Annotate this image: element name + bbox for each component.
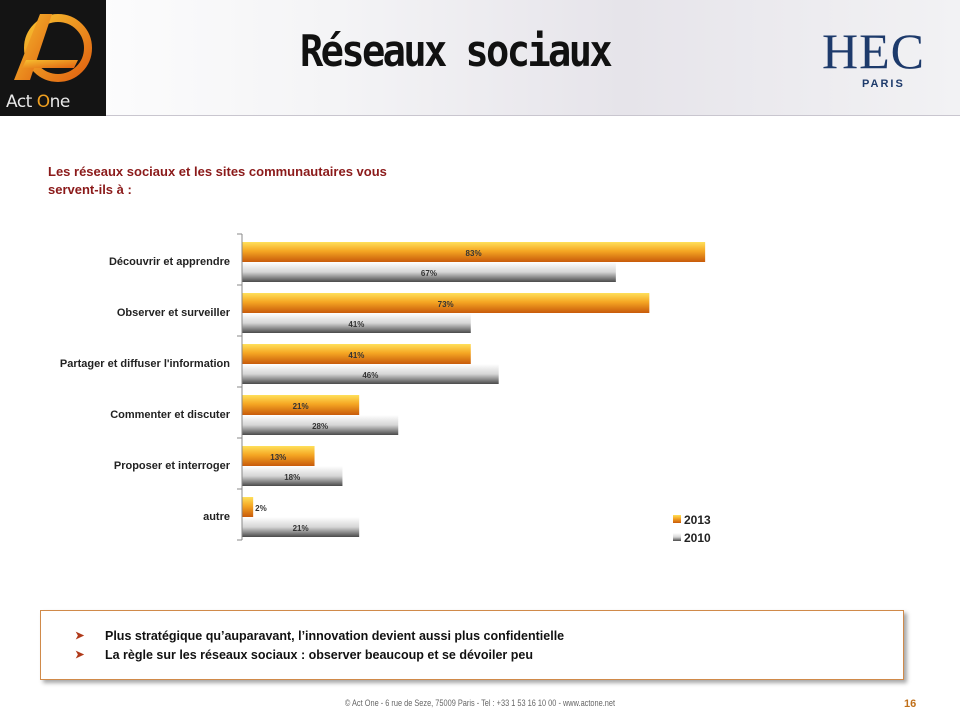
legend-swatch-2010 [673, 533, 681, 541]
value-label: 46% [362, 371, 379, 380]
value-label: 13% [270, 453, 287, 462]
value-label: 28% [312, 422, 329, 431]
key-findings-box [40, 610, 904, 680]
value-label: 2% [255, 504, 267, 513]
category-label: Commenter et discuter [110, 409, 230, 421]
value-label: 41% [348, 320, 365, 329]
survey-question: Les réseaux sociaux et les sites communautaires vous servent-ils à : [48, 164, 387, 197]
category-label: autre [203, 511, 230, 523]
legend-label-2013: 2013 [684, 513, 711, 527]
bar-2013 [242, 497, 253, 517]
value-label: 73% [437, 300, 454, 309]
finding-text: Plus stratégique qu’auparavant, l’innovation devient aussi plus confidentielle [105, 629, 565, 643]
value-label: 21% [292, 402, 309, 411]
value-label: 83% [465, 249, 482, 258]
finding-bullet [75, 627, 903, 646]
page-title: Réseaux sociaux [300, 26, 611, 77]
finding-text: La règle sur les réseaux sociaux : observer beaucoup et se dévoiler peu [105, 648, 533, 662]
value-label: 67% [420, 269, 437, 278]
arrow-bullet-icon: ➤ [75, 649, 85, 661]
hec-logo-subtitle: PARIS [862, 78, 905, 90]
category-label: Découvrir et apprendre [108, 256, 230, 268]
arrow-bullet-icon: ➤ [75, 630, 85, 642]
category-label: Proposer et interroger [113, 460, 230, 472]
hec-logo-word: HEC [822, 23, 925, 79]
value-label: 41% [348, 351, 365, 360]
page-number: 16 [904, 698, 917, 710]
category-label: Observer et surveiller [116, 307, 230, 319]
finding-bullet [75, 646, 903, 665]
value-label: 18% [284, 473, 301, 482]
legend-swatch-2013 [673, 515, 681, 523]
footer-text: © Act One - 6 rue de Seze, 75009 Paris - Tel : +33 1 53 16 10 00 - www.actone.net [344, 698, 616, 708]
logo-text: Act One [6, 92, 70, 112]
legend-label-2010: 2010 [684, 531, 711, 545]
value-label: 21% [292, 524, 309, 533]
category-label: Partager et diffuser l'information [59, 358, 230, 370]
